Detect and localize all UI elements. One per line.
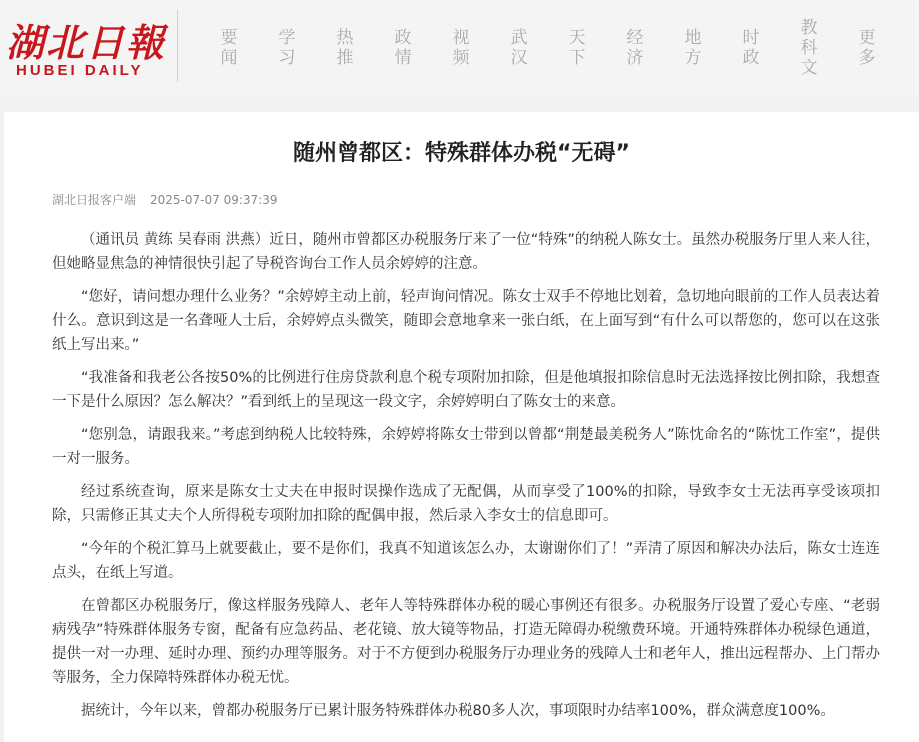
nav-item-xuexi[interactable]: 学习 bbox=[278, 28, 296, 68]
nav-item-yaowen[interactable]: 要闻 bbox=[220, 28, 238, 68]
nav-item-wuhan[interactable]: 武汉 bbox=[510, 28, 528, 68]
nav-item-jingji[interactable]: 经济 bbox=[626, 28, 644, 68]
article-card bbox=[4, 112, 919, 742]
nav-item-zhengqing[interactable]: 政情 bbox=[394, 28, 412, 68]
article-paragraph: “您好，请问想办理什么业务？”余婷婷主动上前，轻声询问情况。陈女士双手不停地比划着，急切地向眼前的工作人员表达着什么。意识到这是一名聋哑人士后，余婷婷点头微笑，随即会意地拿来一张白纸，在上面写到“有什么可以帮您的，您可以在这张纸上写出来。” bbox=[52, 289, 880, 353]
logo-chinese: 湖北日報 bbox=[6, 20, 167, 65]
site-header bbox=[0, 0, 919, 95]
nav-item-tianxia[interactable]: 天下 bbox=[568, 28, 586, 68]
article-time: 2025-07-07 09:37:39 bbox=[150, 193, 278, 207]
article-paragraph: “您别急，请跟我来。”考虑到纳税人比较特殊，余婷婷将陈女士带到以曾都“荆楚最美税务人”陈忱命名的“陈忱工作室”，提供一对一服务。 bbox=[52, 427, 880, 467]
article-paragraph: （通讯员 黄练 吴春雨 洪燕）近日，随州市曾都区办税服务厅来了一位“特殊”的纳税人陈女士。虽然办税服务厅里人来人往，但她略显焦急的神情很快引起了导税咨询台工作人员余婷婷的注意。 bbox=[52, 232, 880, 272]
nav-item-retui[interactable]: 热推 bbox=[336, 28, 354, 68]
nav-item-jiaokewen[interactable]: 教科文 bbox=[800, 18, 818, 78]
hubei-daily-logo[interactable] bbox=[6, 12, 171, 82]
article-title: 随州曾都区：特殊群体办税“无碍” bbox=[293, 141, 630, 166]
logo-english: HUBEI DAILY bbox=[16, 62, 144, 79]
article-body bbox=[52, 228, 880, 732]
nav-item-difang[interactable]: 地方 bbox=[684, 28, 702, 68]
article-paragraph: 在曾都区办税服务厅，像这样服务残障人、老年人等特殊群体办税的暖心事例还有很多。办税服务厅设置了爱心专座、“老弱病残孕”特殊群体服务专窗，配备有应急药品、老花镜、放大镜等物品，打造无障碍办税缴费环境。开通特殊群体办税绿色通道，提供一对一办理、延时办理、预约办理等服务。对于不方便到办税服务厅办理业务的残障人士和老年人，推出远程帮办、上门帮办等服务，全力保障特殊群体办税无忧。 bbox=[52, 598, 880, 686]
main-nav bbox=[200, 20, 900, 80]
article-paragraph: “我准备和我老公各按50%的比例进行住房贷款利息个税专项附加扣除，但是他填报扣除信息时无法选择按比例扣除，我想查一下是什么原因？怎么解决？”看到纸上的呈现这一段文字，余婷婷明白了陈女士的来意。 bbox=[52, 370, 880, 410]
header-divider bbox=[177, 10, 178, 82]
article-source: 湖北日报客户端 bbox=[52, 193, 137, 207]
article-paragraph: “今年的个税汇算马上就要截止，要不是你们，我真不知道该怎么办，太谢谢你们了！”弄清了原因和解决办法后，陈女士连连点头，在纸上写道。 bbox=[52, 541, 880, 581]
nav-item-shizheng[interactable]: 时政 bbox=[742, 28, 760, 68]
nav-item-gengduo[interactable]: 更多 bbox=[858, 28, 876, 68]
article-meta bbox=[52, 191, 277, 208]
article-paragraph: 据统计，今年以来，曾都办税服务厅已累计服务特殊群体办税80多人次，事项限时办结率100%，群众满意度100%。 bbox=[81, 703, 835, 719]
nav-item-shipin[interactable]: 视频 bbox=[452, 28, 470, 68]
article-paragraph: 经过系统查询，原来是陈女士丈夫在申报时误操作选成了无配偶，从而享受了100%的扣除，导致李女士无法再享受该项扣除，只需修正其丈夫个人所得税专项附加扣除的配偶申报，然后录入李女士的信息即可。 bbox=[52, 484, 880, 524]
